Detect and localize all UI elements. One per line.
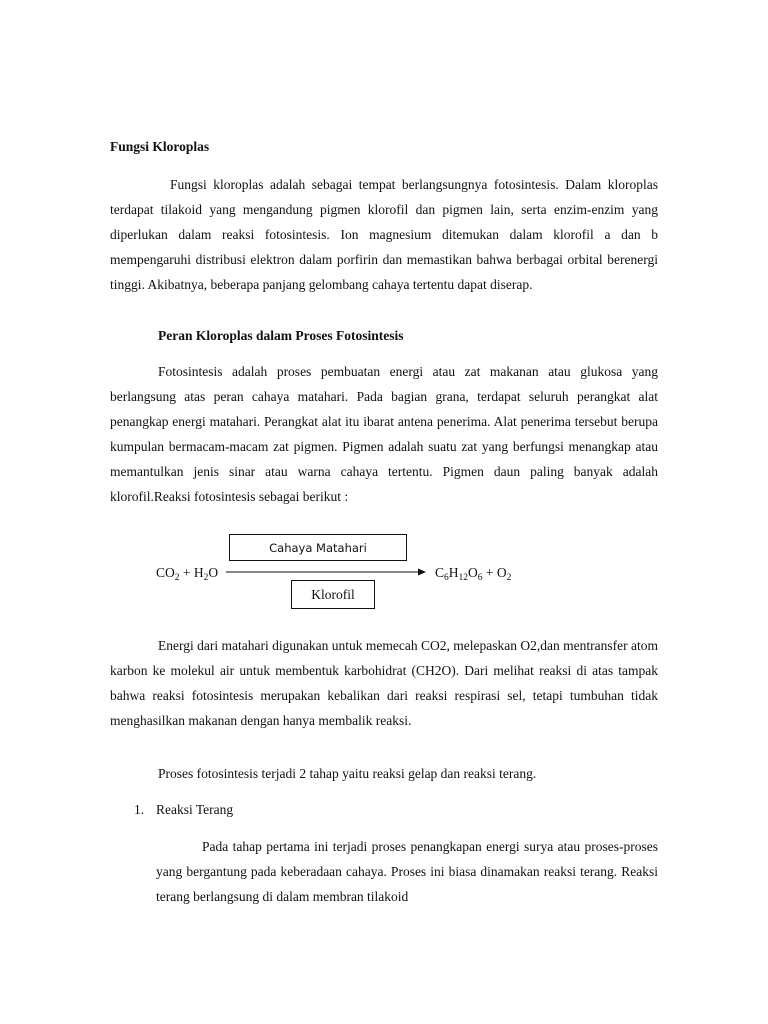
paragraph-peran-kloroplas: Fotosintesis adalah proses pembuatan energi atau zat makanan atau glukosa yang berlangsung atas peran cahaya matahari. Pada bagian grana, terdapat seluruh perangkat alat penangkap energi matahari. Perangkat alat itu ibarat antena penerima. Alat penerima tersebut berupa kumpulan bermacam-macam zat pigmen. Pigmen adalah suatu zat yang berfungsi menangkap atau memantulkan jenis sinar atau warna cahaya tertentu. Pigmen daun paling banyak adalah klorofil.Reaksi fotosintesis sebagai berikut : [110,364,658,504]
products-formula: $C_6H_{12}O_6 + O_2$ [435,565,512,583]
paragraph-energi-matahari: Energi dari matahari digunakan untuk memecah CO2, melepaskan O2,dan mentransfer atom karbon ke molekul air untuk membentuk karbohidrat (CH2O). Dari melihat reaksi di atas tampak bahwa reaksi fotosintesis merupakan kebalikan dari reaksi respirasi sel, tetapi tumbuhan tidak menghasilkan makanan dengan hanya membalik reaksi. [110,638,658,728]
list-item-title-reaksi-terang: Reaksi Terang [156,802,234,817]
catalyst-label-bottom: Klorofil [311,586,355,602]
paragraph-reaksi-terang: Pada tahap pertama ini terjadi proses penangkapan energi surya atau proses-proses yang bergantung pada keberadaan cahaya. Proses ini biasa dinamakan reaksi terang. Reaksi terang berlangsung di dalam membran tilakoid [156,839,658,904]
summary-line-tahap: Proses fotosintesis terjadi 2 tahap yaitu reaksi gelap dan reaksi terang. [158,766,537,781]
section-heading-peran-kloroplas: Peran Kloroplas dalam Proses Fotosintesis [158,328,404,343]
reactants-formula: $CO_2 + H_2O$ [156,565,219,583]
list-item-number: 1. [134,802,145,817]
section-heading-fungsi-kloroplas: Fungsi Kloroplas [110,139,210,154]
catalyst-box-cahaya-matahari [229,534,407,561]
catalyst-label-top: Cahaya Matahari [269,540,367,555]
reaction-arrow-icon [226,566,426,578]
catalyst-box-klorofil [291,580,375,609]
paragraph-fungsi-kloroplas: Fungsi kloroplas adalah sebagai tempat berlangsungnya fotosintesis. Dalam kloroplas terdapat tilakoid yang mengandung pigmen klorofil dan pigmen lain, serta enzim-enzim yang diperlukan dalam reaksi fotosintesis. Ion magnesium ditemukan dalam klorofil a dan b mempengaruhi distribusi elektron dalam porfirin dan memastikan bahwa berbagai orbital berenergi tinggi. Akibatnya, beberapa panjang gelombang cahaya tertentu dapat diserap. [110,177,658,292]
